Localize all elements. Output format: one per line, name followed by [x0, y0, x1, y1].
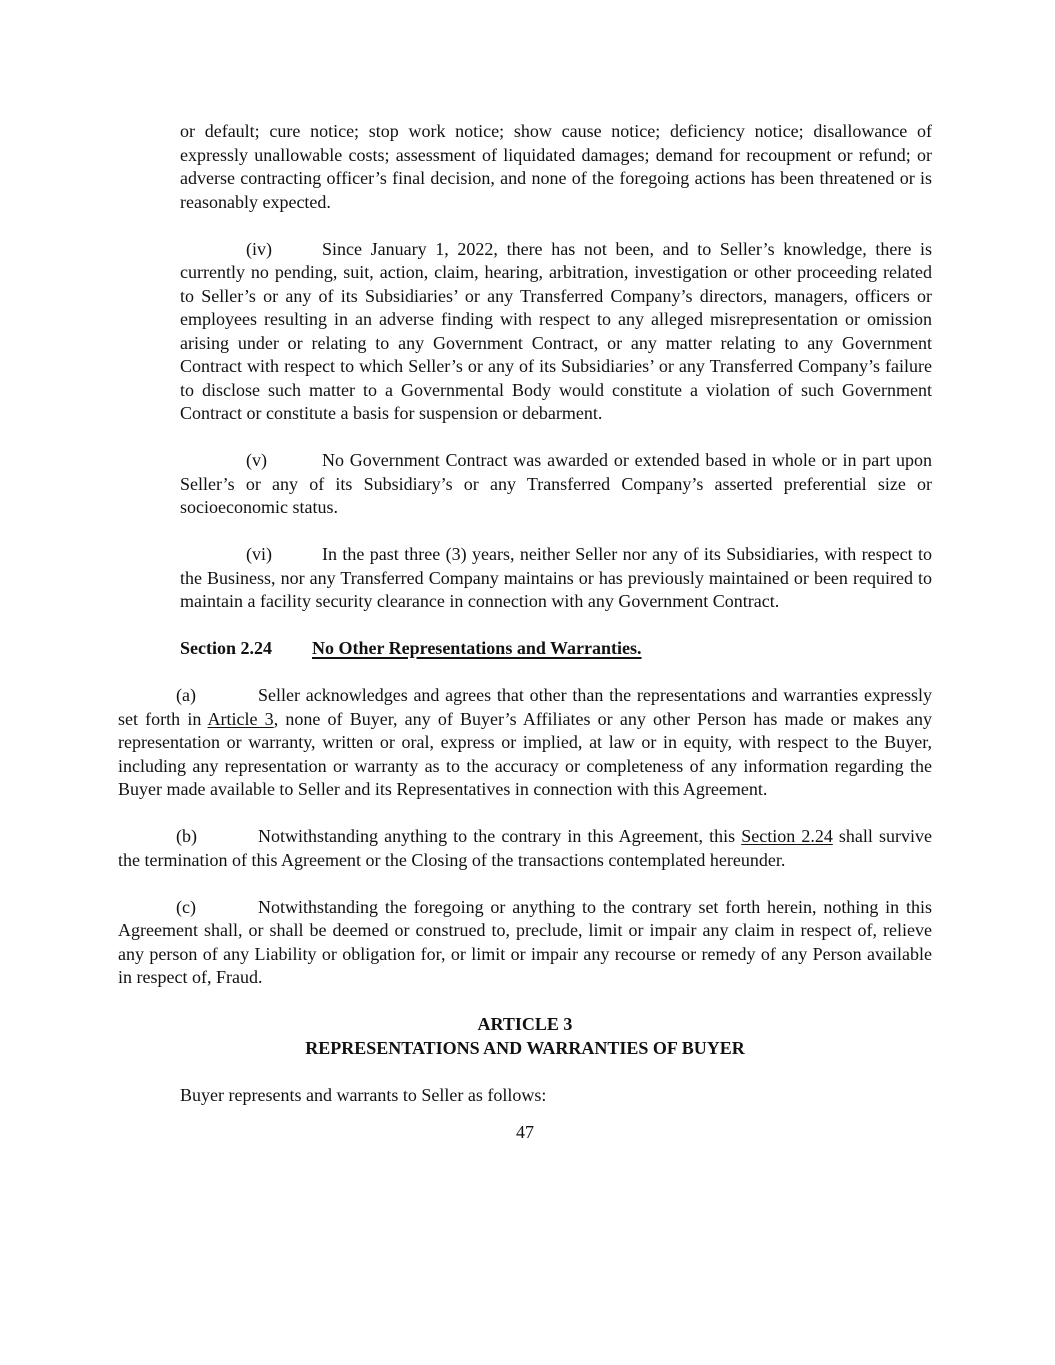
clause-iv-text: Since January 1, 2022, there has not been, and to Seller’s knowledge, there is currently no pending, suit, action, claim, hearing, arbitration, investigation or other proceeding related to Seller’s or any of its Subsidiaries’ or any Transferred Company’s directors, managers, officers or employees resulting in an adverse finding with respect to any alleged misrepresentation or omission arising under or relating to any Government Contract, or any matter relating to any Government Contract with respect to which Seller’s or any of its Subsidiaries’ or any Transferred Company’s failure to disclose such matter to a Governmental Body would constitute a violation of such Government Contract or constitute a basis for suspension or debarment. [180, 238, 932, 423]
clause-c-label: (c) [176, 896, 196, 917]
clause-a-text-post: , none of Buyer, any of Buyer’s Affiliates or any other Person has made or makes any representation or warranty, written or oral, express or implied, at law or in equity, with respect to the Buyer, including any representation or warranty as to the accuracy or completeness of any information regarding the Buyer made available to Seller and its Representatives in connection with this Agreement. [118, 708, 932, 799]
clause-a-text-pre: Seller acknowledges and agrees that other than the representations and warranties expressly set forth in [118, 685, 932, 729]
clause-b-text-post: shall survive the termination of this Agreement or the Closing of the transactions contemplated hereunder. [118, 826, 932, 870]
clause-vi-label: (vi) [246, 544, 272, 564]
clause-b [118, 825, 932, 872]
paragraph-continuation: or default; cure notice; stop work notice; show cause notice; deficiency notice; disallowance of expressly unallowable costs; assessment of liquidated damages; demand for recoupment or refund; or adverse contracting officer’s final decision, and none of the foregoing actions has been threatened or is reasonably expected. [180, 121, 932, 212]
article-3-heading-line2: REPRESENTATIONS AND WARRANTIES OF BUYER [305, 1037, 745, 1058]
clause-vi-text: In the past three (3) years, neither Seller nor any of its Subsidiaries, with respect to the Business, nor any Transferred Company maintains or has previously maintained or been required to maintain a facility security clearance in connection with any Government Contract. [180, 544, 932, 611]
article-3-heading [118, 1013, 932, 1060]
clause-iv [180, 238, 932, 426]
clause-vi [180, 543, 932, 614]
clause-v-label: (v) [246, 450, 267, 470]
article-3-heading-line1: ARTICLE 3 [477, 1014, 573, 1034]
clause-iv-label: (iv) [246, 238, 272, 259]
section-2-24-heading [180, 637, 932, 661]
clause-b-text-pre: Notwithstanding anything to the contrary in this Agreement, this [258, 826, 742, 846]
clause-a-label: (a) [176, 685, 196, 705]
clause-v-text: No Government Contract was awarded or extended based in whole or in part upon Seller’s or any of its Subsidiary’s or any Transferred Company’s asserted preferential size or socioeconomic status. [180, 450, 932, 517]
clause-c [118, 896, 932, 990]
section-number: Section 2.24 [180, 638, 272, 658]
clause-c-text: Notwithstanding the foregoing or anything to the contrary set forth herein, nothing in this Agreement shall, or shall be deemed or construed to, preclude, limit or impair any claim in respect of, relieve any person of any Liability or obligation for, or limit or impair any recourse or remedy of any Person available in respect of, Fraud. [118, 896, 932, 987]
section-title: No Other Representations and Warranties. [312, 638, 642, 658]
article-3-reference: Article 3 [207, 708, 274, 729]
clause-b-label: (b) [176, 826, 197, 846]
clause-a [118, 684, 932, 802]
buyer-lead-in: Buyer represents and warrants to Seller as follows: [180, 1084, 547, 1105]
clause-v [180, 449, 932, 520]
section-2-24-reference: Section 2.24 [741, 826, 833, 846]
page-number: 47 [516, 1122, 534, 1142]
